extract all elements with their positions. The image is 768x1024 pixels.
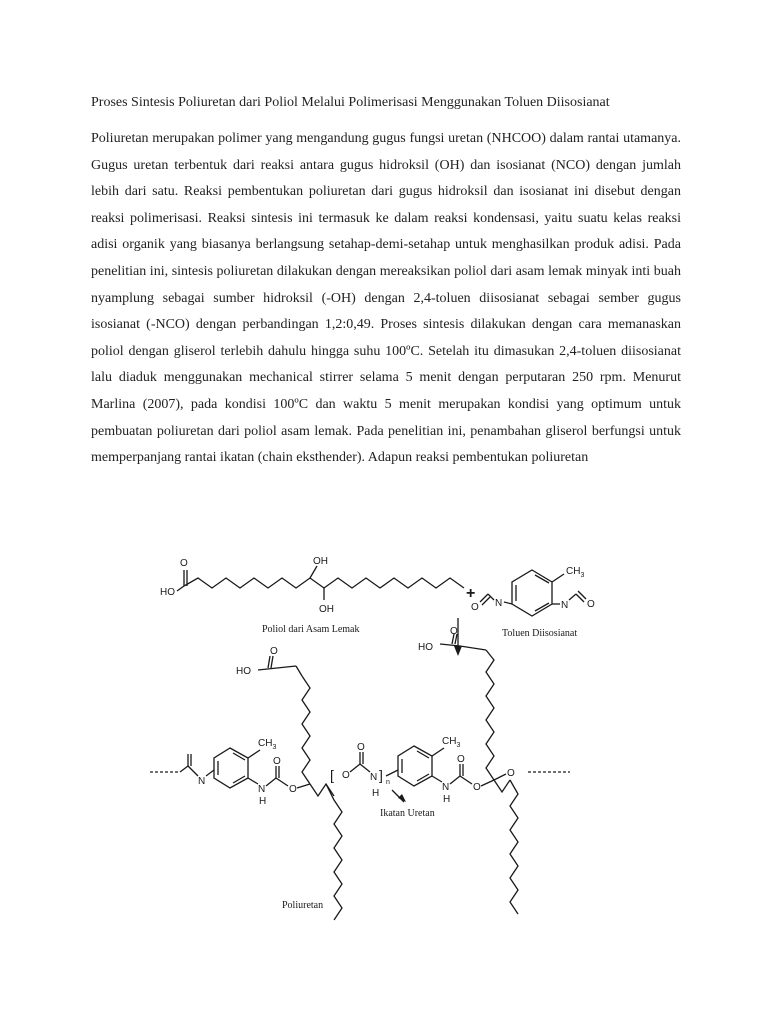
polyol-ho-label: HO — [160, 587, 175, 598]
tdi-methyl-label: $CH_3$ — [566, 566, 585, 579]
polyurethane-caption: Poliuretan — [282, 900, 324, 911]
product-nh-left-h: H — [259, 796, 267, 807]
product-h-urethane: H — [372, 788, 380, 799]
polyol-oh-top: OH — [313, 556, 328, 567]
polyol-oh-bottom: OH — [319, 604, 334, 615]
reaction-scheme — [0, 540, 768, 940]
product-nh-right-h: H — [443, 794, 451, 805]
body-paragraph: Poliuretan merupakan polimer yang mengandung gugus fungsi uretan (NHCOO) dalam rantai utamanya. Gugus uretan terbentuk dari reaksi antara gugus hidroksil (OH) dan isosianat (NCO) dengan jumlah lebih dari satu. Reaksi pembentukan poliuretan dari gugus hidroksil dan isosianat ini disebut dengan reaksi polimerisasi. Reaksi sintesis ini termasuk ke dalam reaksi kondensasi, yaitu suatu kelas reaksi adisi organik yang biasanya berlangsung setahap-demi-setahap untuk menghasilkan produk adisi. Pada penelitian ini, sintesis poliuretan dilakukan dengan mereaksikan poliol dari asam lemak minyak inti buah nyamplung sebagai sumber hidroksil (-OH) dengan 2,4-toluen diisosianat sebagai sember gugus isosianat (-NCO) dengan perbandingan 1,2:0,49. Proses sintesis dilakukan dengan cara memanaskan poliol dengan gliserol terlebih dahulu hingga suhu 100ºC. Setelah itu dimasukan 2,4-toluen diisosianat lalu diaduk menggunakan mechanical stirrer selama 5 menit dengan perputaran 250 rpm. Menurut Marlina (2007), pada kondisi 100ºC dan waktu 5 menit merupakan kondisi yang optimum untuk pembuatan poliuretan dari poliol asam lemak. Pada penelitian ini, penambahan gliserol berfungsi untuk memperpanjang rantai ikatan (chain eksthender). Adapun reaksi pembentukan poliuretan — [91, 131, 681, 466]
product-subscript-n: n — [386, 779, 390, 786]
tdi-n-left: N — [495, 598, 503, 609]
product-nh-right-n: N — [442, 782, 450, 793]
product-o-ester-left: O — [289, 784, 297, 795]
reaction-figure — [0, 540, 768, 940]
product-o-left-acid: O — [270, 646, 278, 657]
product-methyl-left: $CH_3$ — [258, 738, 277, 751]
urethane-bond-label: Ikatan Uretan — [380, 808, 435, 819]
product-ho-right: HO — [418, 642, 433, 653]
product-o-carbonyl-left: O — [273, 756, 281, 767]
product-n-left: N — [198, 776, 206, 787]
tdi-n-right: N — [561, 600, 569, 611]
product-ho-left: HO — [236, 666, 251, 677]
product-n-urethane: N — [370, 772, 378, 783]
polyol-caption: Poliol dari Asam Lemak — [262, 624, 360, 635]
product-o-urethane-carbonyl: O — [357, 742, 365, 753]
polyol-structure — [160, 556, 464, 635]
tdi-o-right: O — [587, 599, 595, 610]
polyurethane-structure — [150, 626, 570, 920]
product-nh-left-n: N — [258, 784, 266, 795]
tdi-structure — [471, 566, 595, 639]
tdi-o-left: O — [471, 602, 479, 613]
plus-sign: + — [466, 585, 476, 602]
product-bracket-left: [ — [330, 767, 334, 783]
product-o-carbonyl-right: O — [457, 754, 465, 765]
tdi-caption: Toluen Diisosianat — [502, 628, 578, 639]
page-title: Proses Sintesis Poliuretan dari Poliol Melalui Polimerisasi Menggunakan Toluen Diisosianat — [91, 95, 610, 110]
product-o-right-acid: O — [450, 626, 458, 637]
product-o-urethane: O — [342, 770, 350, 781]
product-o-right-chain: O — [507, 768, 515, 779]
polyol-o-label: O — [180, 558, 188, 569]
product-methyl-right: $CH_3$ — [442, 736, 461, 749]
product-bracket-right: ] — [379, 767, 383, 783]
product-o-ester-right: O — [473, 782, 481, 793]
